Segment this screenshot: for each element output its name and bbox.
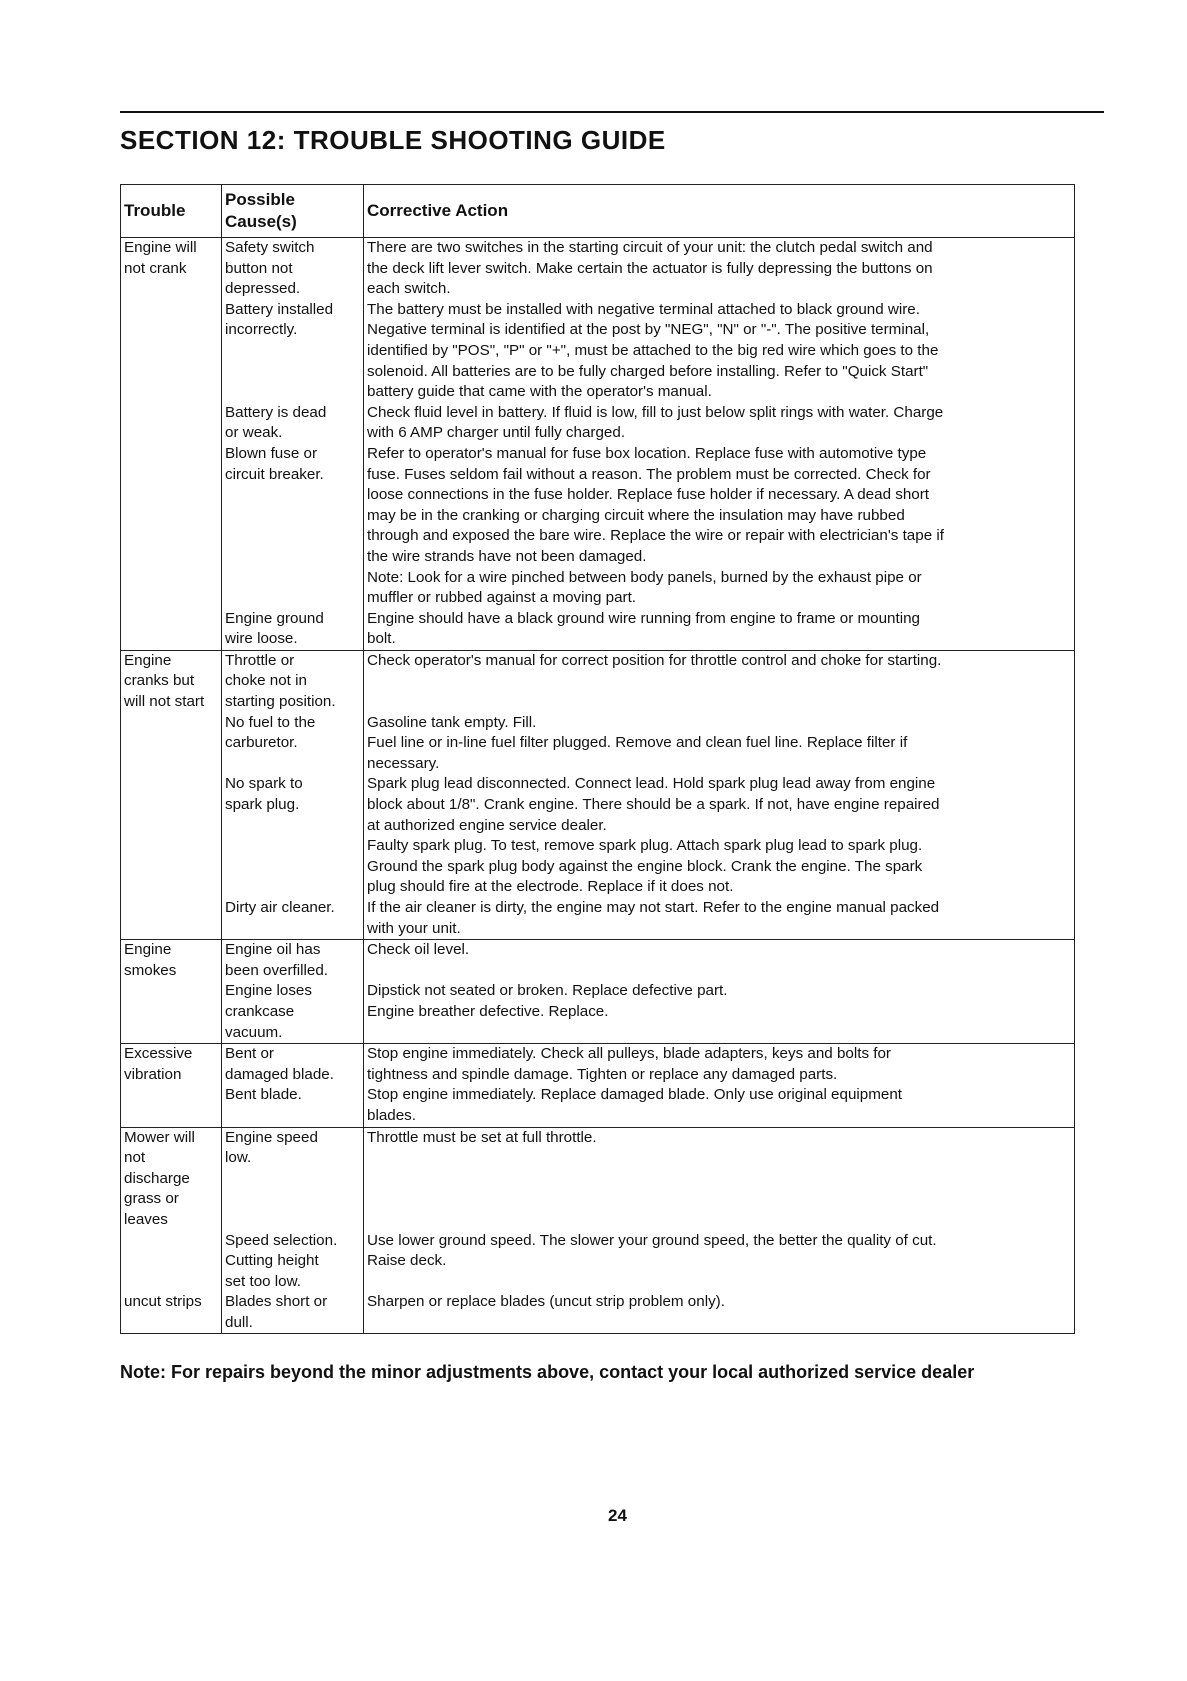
table-row [121, 940, 1075, 982]
table-row [121, 444, 1075, 609]
cause-cell: Engine speed low. [222, 1127, 364, 1230]
action-cell: There are two switches in the starting circuit of your unit: the clutch pedal switch and the deck lift lever switch. Make certain the actuator is fully depressing the buttons on each switch. [364, 238, 1075, 300]
action-cell: Stop engine immediately. Check all pulleys, blade adapters, keys and bolts for tightness and spindle damage. Tighten or replace any damaged parts. [364, 1044, 1075, 1086]
trouble-cell [121, 403, 222, 444]
page-number: 24 [608, 1506, 627, 1525]
trouble-cell [121, 898, 222, 940]
trouble-cell [121, 981, 222, 1043]
header-trouble: Trouble [121, 185, 222, 238]
header-corrective-action: Corrective Action [364, 185, 1075, 238]
action-cell: Raise deck. [364, 1251, 1075, 1292]
trouble-cell [121, 1231, 222, 1252]
action-cell: Sharpen or replace blades (uncut strip problem only). [364, 1292, 1075, 1334]
trouble-cell [121, 713, 222, 775]
table-row [121, 1292, 1075, 1334]
cause-cell: Bent or damaged blade. [222, 1044, 364, 1086]
cause-cell: Engine oil has been overfilled. [222, 940, 364, 982]
table-row [121, 1231, 1075, 1252]
cause-cell: Dirty air cleaner. [222, 898, 364, 940]
cause-cell: Battery is dead or weak. [222, 403, 364, 444]
top-rule [120, 111, 1104, 113]
table-row [121, 650, 1075, 712]
cause-cell: No spark to spark plug. [222, 774, 364, 898]
cause-cell: Blades short or dull. [222, 1292, 364, 1334]
action-cell: Check operator's manual for correct position for throttle control and choke for starting. [364, 650, 1075, 712]
action-cell: Check fluid level in battery. If fluid is low, fill to just below split rings with water. Charge with 6 AMP charger until fully charged. [364, 403, 1075, 444]
cause-cell: Engine loses crankcase vacuum. [222, 981, 364, 1043]
cause-cell: Cutting height set too low. [222, 1251, 364, 1292]
action-cell: If the air cleaner is dirty, the engine may not start. Refer to the engine manual packed with your unit. [364, 898, 1075, 940]
trouble-cell [121, 774, 222, 898]
table-row [121, 1044, 1075, 1086]
table-row [121, 1251, 1075, 1292]
table-row [121, 713, 1075, 775]
table-row [121, 238, 1075, 300]
header-possible-causes: Possible Cause(s) [222, 185, 364, 238]
table-header-row [121, 185, 1075, 238]
table-row [121, 1085, 1075, 1127]
cause-cell: No fuel to the carburetor. [222, 713, 364, 775]
action-cell: Refer to operator's manual for fuse box location. Replace fuse with automotive type fuse. Fuses seldom fail without a reason. The problem must be corrected. Check for loose connections in the fuse holder. Replace fuse holder if necessary. A dead short may be in the cranking or charging circuit where the insulation may have rubbed through and exposed the bare wire. Replace the wire or repair with electrician's tape if the wire strands have not been damaged. Note: Look for a wire pinched between body panels, burned by the exhaust pipe or muffler or rubbed against a moving part. [364, 444, 1075, 609]
action-cell: Check oil level. [364, 940, 1075, 982]
action-cell: Stop engine immediately. Replace damaged blade. Only use original equipment blades. [364, 1085, 1075, 1127]
action-cell: The battery must be installed with negative terminal attached to black ground wire. Negative terminal is identified at the post by "NEG", "N" or "-". The positive terminal, identified by "POS", "P" or "+", must be attached to the big red wire which goes to the solenoid. All batteries are to be fully charged before installing. Refer to "Quick Start" battery guide that came with the operator's manual. [364, 300, 1075, 403]
trouble-shooting-table [120, 184, 1075, 1334]
table-row [121, 403, 1075, 444]
cause-cell: Safety switch button not depressed. [222, 238, 364, 300]
trouble-cell: Mower will not discharge grass or leaves [121, 1127, 222, 1230]
trouble-cell [121, 444, 222, 609]
action-cell: Dipstick not seated or broken. Replace defective part. Engine breather defective. Replace. [364, 981, 1075, 1043]
cause-cell: Bent blade. [222, 1085, 364, 1127]
trouble-cell [121, 1251, 222, 1292]
action-cell: Spark plug lead disconnected. Connect lead. Hold spark plug lead away from engine block about 1/8". Crank engine. There should be a spark. If not, have engine repaired at authorized engine service dealer. Faulty spark plug. To test, remove spark plug. Attach spark plug lead to spark plug. Ground the spark plug body against the engine block. Crank the engine. The spark plug should fire at the electrode. Replace if it does not. [364, 774, 1075, 898]
table-row [121, 300, 1075, 403]
action-cell: Engine should have a black ground wire running from engine to frame or mounting bolt. [364, 609, 1075, 651]
trouble-cell: Engine will not crank [121, 238, 222, 300]
table-row [121, 1127, 1075, 1230]
trouble-cell [121, 609, 222, 651]
trouble-cell: Excessive vibration [121, 1044, 222, 1086]
trouble-cell: Engine smokes [121, 940, 222, 982]
action-cell: Throttle must be set at full throttle. [364, 1127, 1075, 1230]
cause-cell: Speed selection. [222, 1231, 364, 1252]
section-title: SECTION 12: TROUBLE SHOOTING GUIDE [120, 125, 666, 155]
action-cell: Gasoline tank empty. Fill. Fuel line or in-line fuel filter plugged. Remove and clean fuel line. Replace filter if necessary. [364, 713, 1075, 775]
action-cell: Use lower ground speed. The slower your ground speed, the better the quality of cut. [364, 1231, 1075, 1252]
table-row [121, 981, 1075, 1043]
cause-cell: Blown fuse or circuit breaker. [222, 444, 364, 609]
trouble-cell [121, 1085, 222, 1127]
cause-cell: Engine ground wire loose. [222, 609, 364, 651]
cause-cell: Throttle or choke not in starting position. [222, 650, 364, 712]
trouble-cell [121, 300, 222, 403]
repair-note: Note: For repairs beyond the minor adjustments above, contact your local authorized service dealer [120, 1362, 975, 1382]
table-row [121, 774, 1075, 898]
trouble-cell: Engine cranks but will not start [121, 650, 222, 712]
cause-cell: Battery installed incorrectly. [222, 300, 364, 403]
table-row [121, 898, 1075, 940]
table-row [121, 609, 1075, 651]
table-body [121, 238, 1075, 1334]
trouble-cell: uncut strips [121, 1292, 222, 1334]
